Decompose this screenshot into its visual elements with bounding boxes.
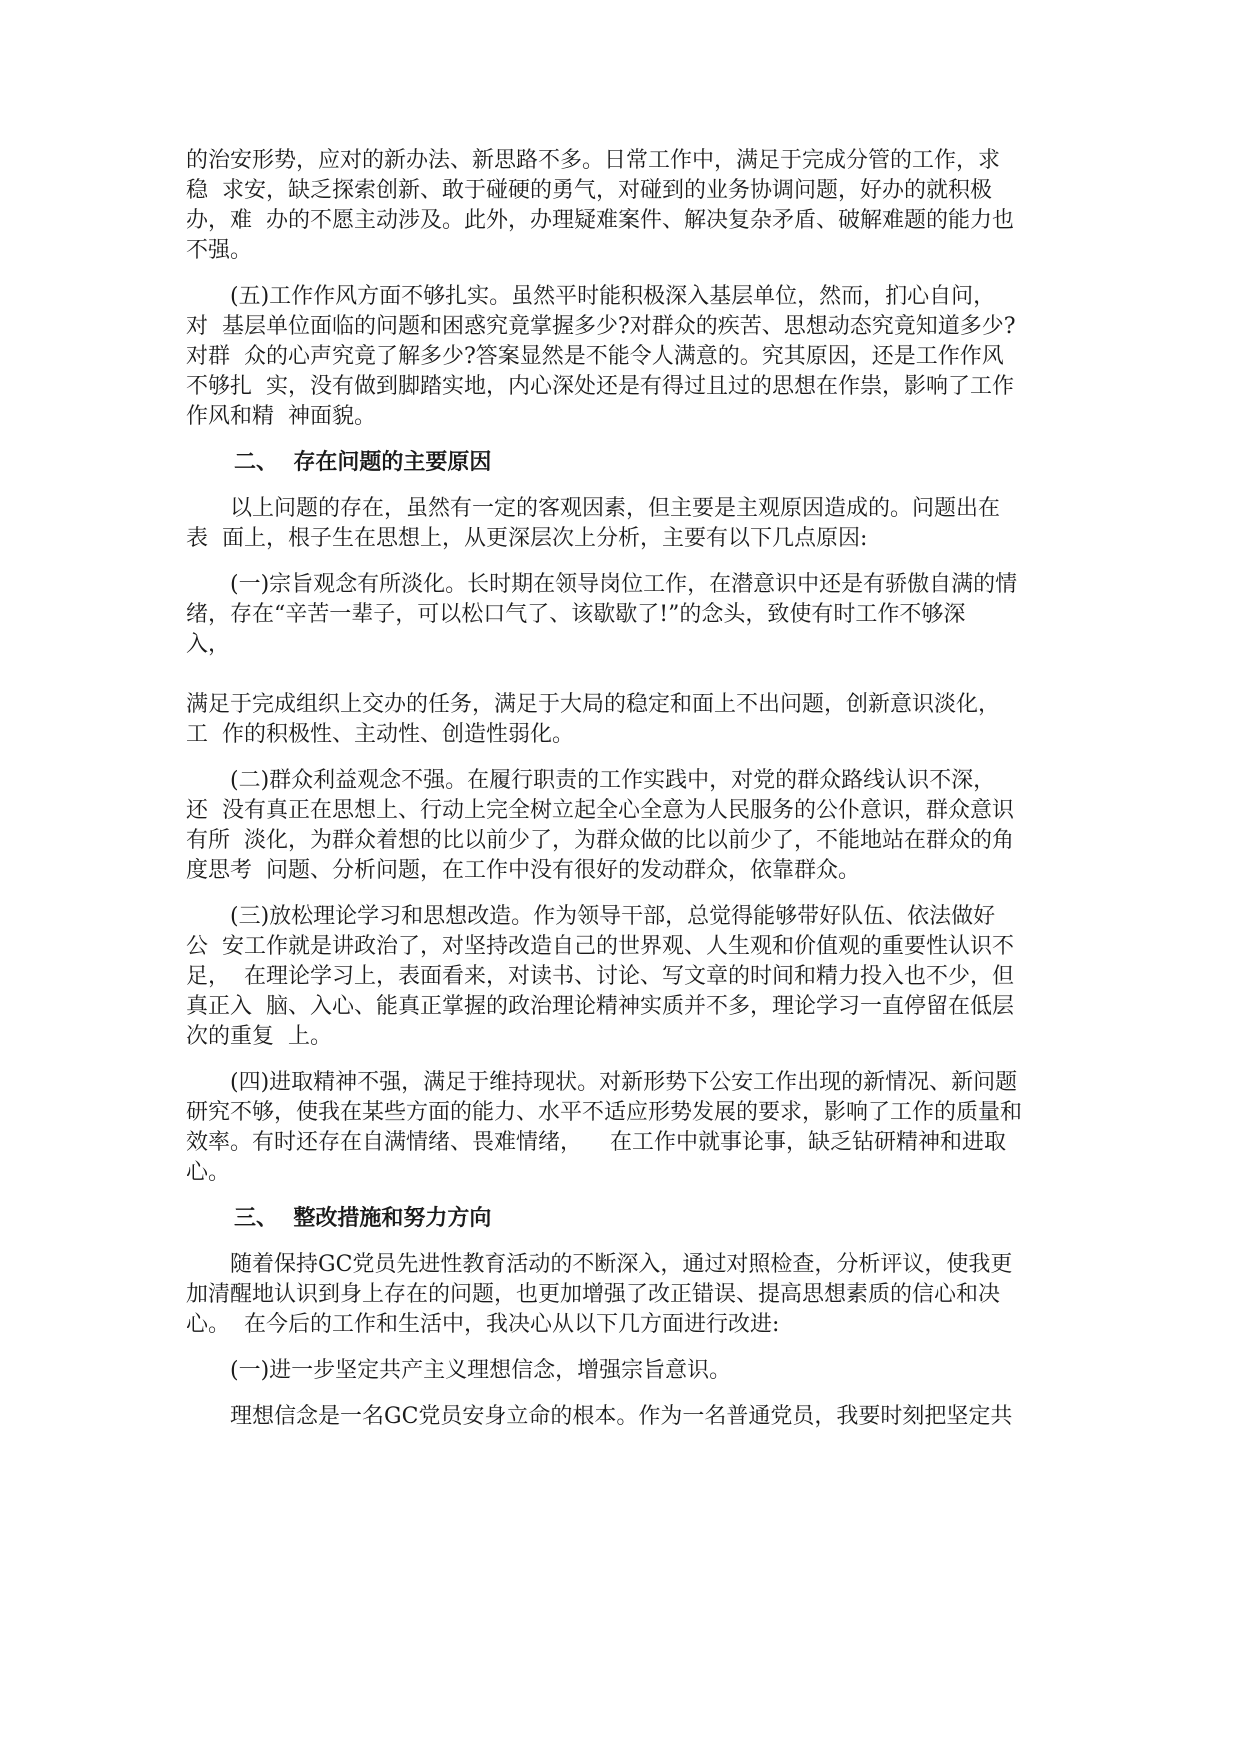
text-line: 随着保持GC党员先进性教育活动的不断深入，通过对照检查，分析评议，使我更 [230, 1252, 1013, 1277]
text-line: 表 面上，根子生在思想上，从更深层次上分析，主要有以下几点原因: [186, 526, 868, 551]
text-line: 效率。有时还存在自满情绪、畏难情绪， 在工作中就事论事，缺乏钻研精神和进取 [186, 1130, 1006, 1155]
text-line: 稳 求安，缺乏探索创新、敢于碰硬的勇气，对碰到的业务协调问题，好办的就积极 [186, 178, 992, 203]
paragraph-mass-interests [186, 766, 1054, 886]
paragraph-enterprise [186, 1068, 1054, 1188]
text-line: 不够扎 实，没有做到脚踏实地，内心深处还是有得过且过的思想在作祟，影响了工作 [186, 374, 1014, 399]
text-line: 绪，存在“辛苦一辈子，可以松口气了、该歇歇了!”的念头，致使有时工作不够深 [186, 602, 966, 627]
section-heading-2: 二、 存在问题的主要原因 [234, 450, 492, 475]
text-line: (一)宗旨观念有所淡化。长时期在领导岗位工作，在潜意识中还是有骄傲自满的情 [230, 572, 1018, 597]
text-line: 心。 在今后的工作和生活中，我决心从以下几方面进行改进: [186, 1312, 780, 1337]
text-line: (二)群众利益观念不强。在履行职责的工作实践中，对党的群众路线认识不深， [230, 768, 996, 793]
text-line: 还 没有真正在思想上、行动上完全树立起全心全意为人民服务的公仆意识，群众意识 [186, 798, 1014, 823]
text-line: 办，难 办的不愿主动涉及。此外，办理疑难案件、解决复杂矛盾、破解难题的能力也 [186, 208, 1014, 233]
text-line: (四)进取精神不强，满足于维持现状。对新形势下公安工作出现的新情况、新问题 [230, 1070, 1018, 1095]
document-page [186, 146, 1054, 1432]
text-line: 满足于完成组织上交办的任务，满足于大局的稳定和面上不出问题，创新意识淡化， [186, 692, 1001, 717]
text-line: (一)进一步坚定共产主义理想信念，增强宗旨意识。 [230, 1358, 732, 1383]
text-line: 不强。 [186, 238, 253, 263]
text-line: 度思考 问题、分析问题，在工作中没有很好的发动群众，依靠群众。 [186, 858, 860, 883]
text-line: 公 安工作就是讲政治了，对坚持改造自己的世界观、人生观和价值观的重要性认识不 [186, 934, 1014, 959]
paragraph-causes-intro [186, 494, 1054, 554]
text-line: 作风和精 神面貌。 [186, 404, 376, 429]
paragraph-work-style [186, 282, 1054, 432]
text-line: 入， [186, 632, 231, 657]
text-line: 以上问题的存在，虽然有一定的客观因素，但主要是主观原因造成的。问题出在 [230, 496, 1001, 521]
text-line: 对 基层单位面临的问题和困惑究竟掌握多少?对群众的疾苦、思想动态究竟知道多少? [186, 314, 1016, 339]
text-line: 真正入 脑、入心、能真正掌握的政治理论精神实质并不多，理论学习一直停留在低层 [186, 994, 1014, 1019]
text-line: 心。 [186, 1160, 231, 1185]
paragraph-rectification-intro [186, 1250, 1054, 1340]
text-line: 研究不够，使我在某些方面的能力、水平不适应形势发展的要求，影响了工作的质量和 [186, 1100, 1023, 1125]
text-line: 加清醒地认识到身上存在的问题，也更加增强了改正错误、提高思想素质的信心和决 [186, 1282, 1001, 1307]
section-heading-3: 三、 整改措施和努力方向 [234, 1206, 492, 1231]
paragraph-purpose-continued [186, 690, 1054, 750]
text-line: 的治安形势，应对的新办法、新思路不多。日常工作中，满足于完成分管的工作，求 [186, 148, 1001, 173]
paragraph-measure-1 [186, 1356, 1054, 1386]
text-line: 对群 众的心声究竟了解多少?答案显然是不能令人满意的。究其原因，还是工作作风 [186, 344, 1004, 369]
paragraph-theory-study [186, 902, 1054, 1052]
paragraph-ideals [186, 1402, 1054, 1432]
text-line: (三)放松理论学习和思想改造。作为领导干部，总觉得能够带好队伍、依法做好 [230, 904, 996, 929]
text-line: 理想信念是一名GC党员安身立命的根本。作为一名普通党员，我要时刻把坚定共 [230, 1404, 1013, 1429]
text-line: 次的重复 上。 [186, 1024, 332, 1049]
text-line: (五)工作作风方面不够扎实。虽然平时能积极深入基层单位，然而，扪心自问， [230, 284, 996, 309]
text-line: 工 作的积极性、主动性、创造性弱化。 [186, 722, 574, 747]
paragraph-1 [186, 146, 1054, 266]
paragraph-purpose [186, 570, 1054, 660]
text-line: 足， 在理论学习上，表面看来，对读书、讨论、写文章的时间和精力投入也不少，但 [186, 964, 1014, 989]
text-line: 有所 淡化，为群众着想的比以前少了，为群众做的比以前少了，不能地站在群众的角 [186, 828, 1014, 853]
